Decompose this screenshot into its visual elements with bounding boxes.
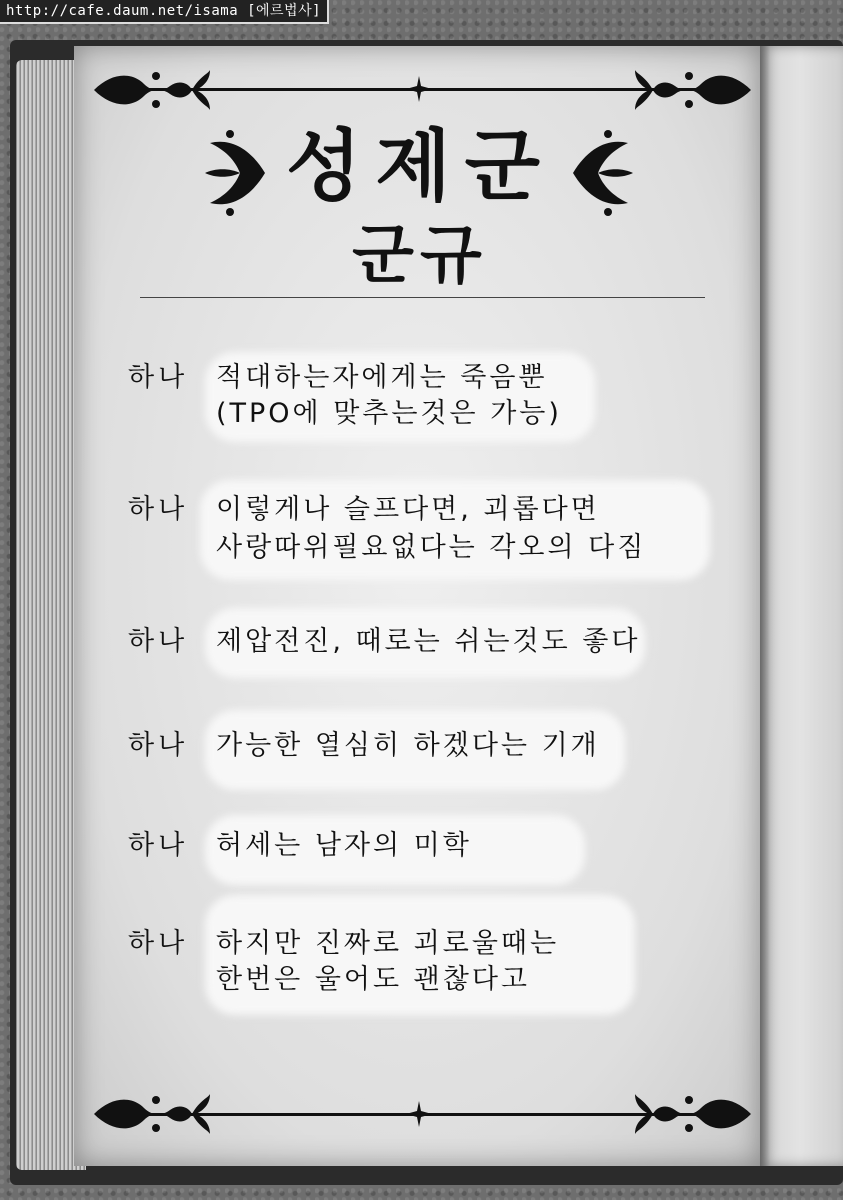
watermark-url: http://cafe.daum.net/isama [에르법사] (0, 0, 329, 24)
rule-prefix: 하나 (128, 730, 189, 761)
flourish-ornament-icon (92, 1090, 212, 1138)
flourish-ornament-icon (633, 66, 753, 114)
rule-text: 이렇게나 슬프다면, 괴롭다면 (216, 494, 600, 525)
rule-text: 제압전진, 때로는 쉬는것도 좋다 (216, 626, 641, 657)
rule-prefix: 하나 (128, 928, 189, 959)
title-divider (140, 297, 705, 298)
rule-text: 허세는 남자의 미학 (216, 830, 472, 861)
rule-prefix: 하나 (128, 362, 189, 393)
star-ornament-icon (406, 76, 432, 102)
rule-prefix: 하나 (128, 830, 189, 861)
flourish-ornament-icon (633, 1090, 753, 1138)
rule-text: 적대하는자에게는 죽음뿐 (216, 362, 548, 393)
rule-text: 한번은 울어도 괜찮다고 (216, 964, 530, 995)
title-flourish-right-icon (568, 128, 638, 218)
rule-prefix: 하나 (128, 626, 189, 657)
book-page-right (760, 46, 843, 1166)
rule-text: 사랑따위필요없다는 각오의 다짐 (216, 532, 647, 563)
rule-text: (TPO에 맞추는것은 가능) (216, 398, 562, 429)
star-ornament-icon (406, 1101, 432, 1127)
rule-prefix: 하나 (128, 494, 189, 525)
page-subtitle: 군규 (352, 219, 488, 293)
rule-text: 하지만 진짜로 괴로울때는 (216, 928, 560, 959)
rule-text: 가능한 열심히 하겠다는 기개 (216, 730, 600, 761)
page-title: 성제군 (285, 122, 555, 212)
flourish-ornament-icon (92, 66, 212, 114)
title-flourish-left-icon (200, 128, 270, 218)
